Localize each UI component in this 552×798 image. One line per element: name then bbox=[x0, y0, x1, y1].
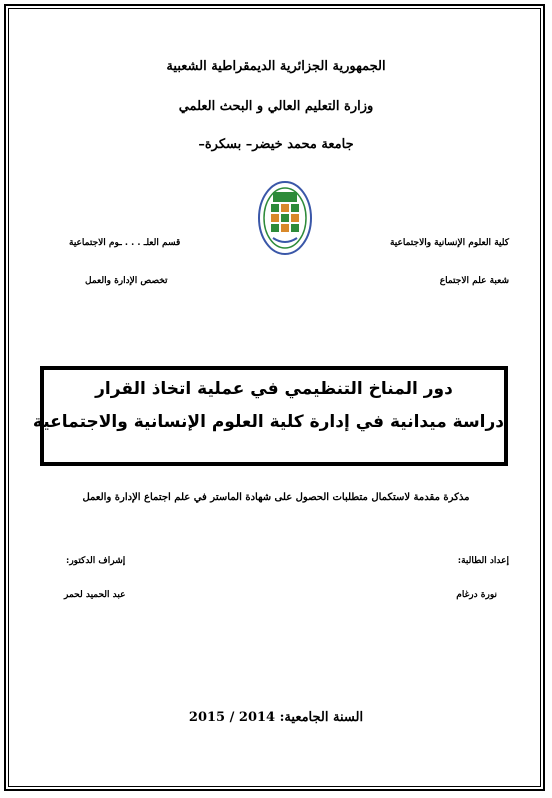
department-name: قسم العلـ . . . ـوم الاجتماعية bbox=[69, 238, 181, 248]
university-emblem-icon bbox=[256, 178, 314, 256]
thesis-subtitle: دراسة ميدانية في إدارة كلية العلوم الإنسانية والاجتماعية bbox=[32, 412, 504, 432]
university-heading: جامعة محمد خيضر– بسكرة– bbox=[198, 137, 354, 152]
memo-statement: مذكرة مقدمة لاستكمال متطلبات الحصول على شهادة الماستر في علم اجتماع الإدارة والعمل bbox=[82, 492, 470, 503]
student-name: نورة درغام bbox=[456, 590, 497, 600]
ministry-heading: وزارة التعليم العالي و البحث العلمي bbox=[178, 99, 374, 114]
branch-name: شعبة علم الاجتماع bbox=[439, 276, 509, 286]
thesis-title: دور المناخ التنظيمي في عملية اتخاذ القرار bbox=[95, 379, 453, 399]
supervisor-name: عبد الحميد لحمر bbox=[64, 590, 126, 600]
faculty-name: كلية العلوم الإنسانية والاجتماعية bbox=[389, 238, 509, 248]
academic-year: السنة الجامعية: 2014 / 2015 bbox=[188, 710, 364, 725]
thesis-title-box bbox=[32, 366, 508, 466]
specialty-name: تخصص الإدارة والعمل bbox=[85, 276, 168, 286]
republic-heading: الجمهورية الجزائرية الديمقراطية الشعبية bbox=[166, 59, 386, 74]
supervisor-label: إشراف الدكتور: bbox=[66, 556, 126, 566]
student-label: إعداد الطالبة: bbox=[457, 556, 509, 566]
